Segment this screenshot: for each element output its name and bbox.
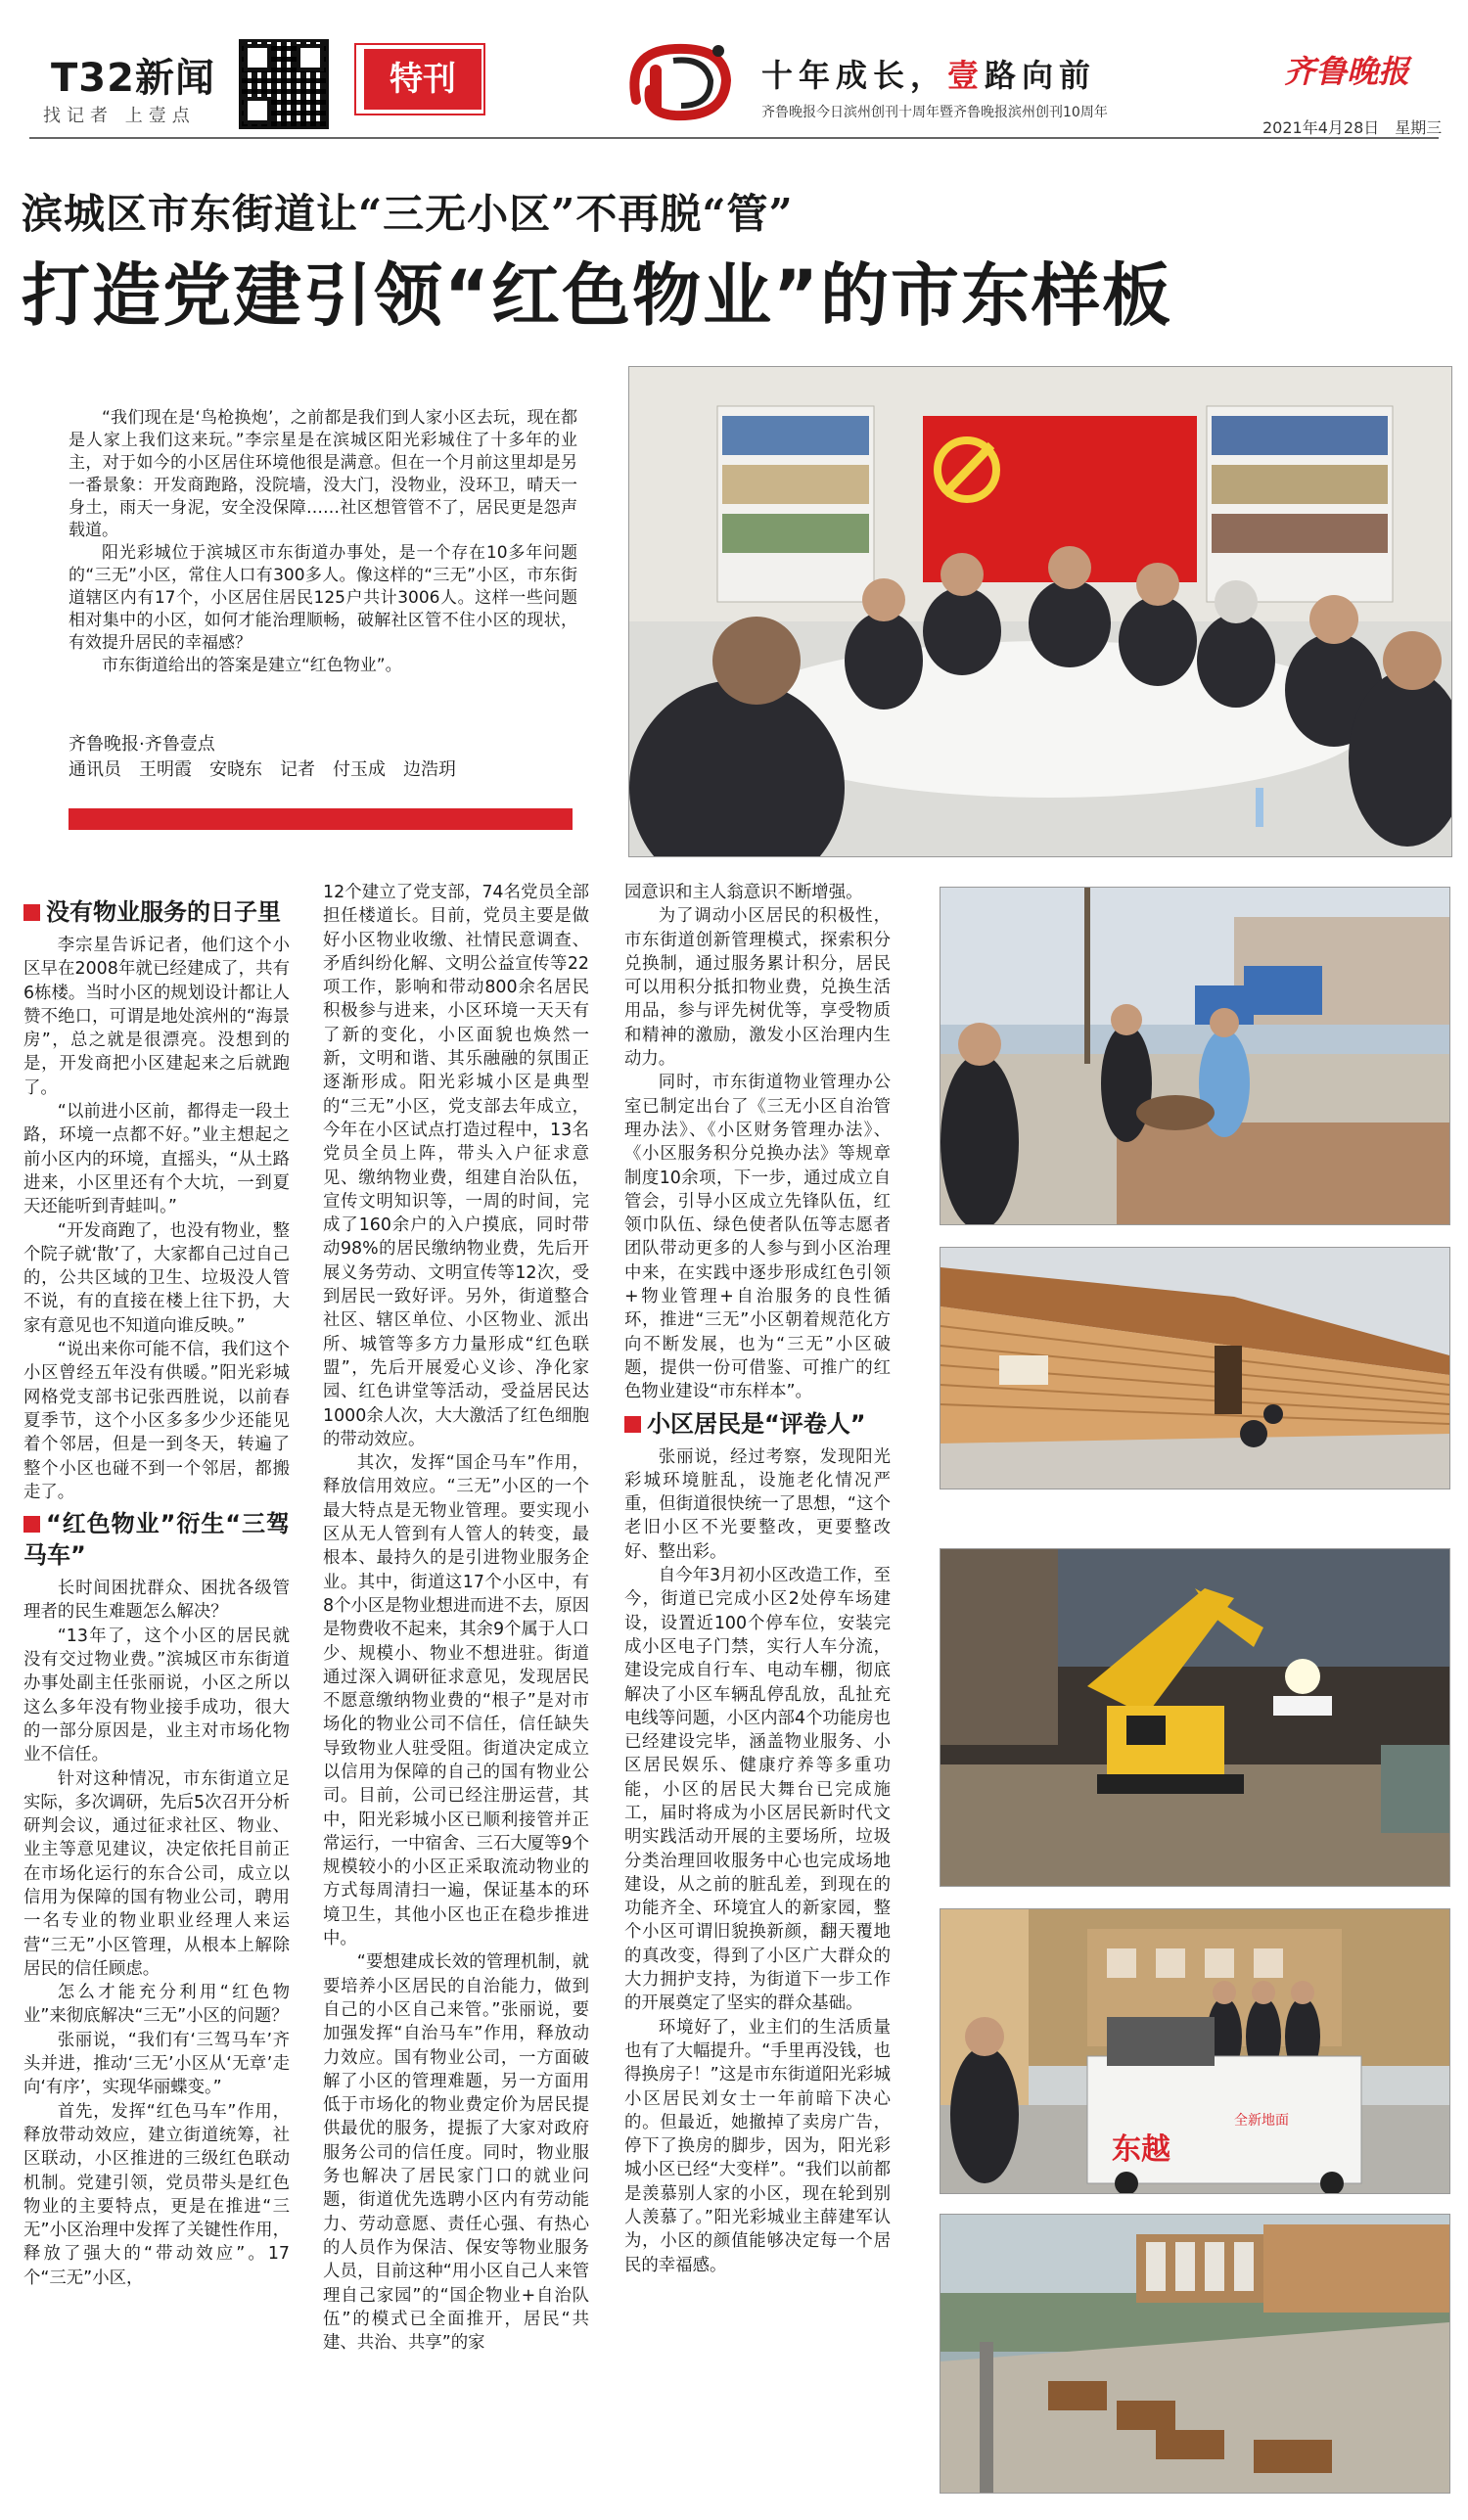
photo-cleaning-machine [940,1908,1450,2194]
photo-aerial-view [940,2214,1450,2494]
main-headline: 打造党建引领“红色物业”的市东样板 [22,255,1173,336]
paragraph: 其次，发挥“国企马车”作用，释放信用效应。“三无”小区的一个最大特点是无物业管理。要实现小区从无人管到有人管人的转变，最根本、最持久的是引进物业服务企业。其中，街道这17个小区中，有8个小区是物业想进而进不去，原因是物费收不起来，其余9个属于人口少、规模小、物业不想进驻。街道通过深入调研征求意见，发现居民不愿意缴纳物业费的“根子”是对市场化的物业公司不信任，信任缺失导致物业人驻受阻。街道决定成立以信用为保障的自己的国有物业公司。目前，公司已经注册运营，其中，阳光彩城小区已顺利接管并正常运行，一中宿舍、三石大厦等9个规模较小的小区正采取流动物业的方式每周清扫一遍，保证基本的环境卫生，其他小区也正在稳步推进中。 [323,1453,589,1949]
slogan-part: 路向前 [985,57,1097,94]
page-number: T32新闻 [51,56,215,101]
paragraph: 12个建立了党支部，74名党员全部担任楼道长。目前，党员主要是做好小区物业收缴、社情民意调查、矛盾纠纷化解、文明公益宣传等22项工作，影响和带动800余名居民积极参与进来，小区环境一天天有了新的变化，小区面貌也焕然一新，文明和谐、其乐融融的氛围正逐渐形成。阳光彩城小区是典型的“三无”小区，党支部去年成立，今年在小区试点打造过程中，13名党员全员上阵，带头入户征求意见、缴纳物业费，组建自治队伍，宣传文明知识等，一周的时间，完成了160余户的入户摸底，同时带动98%的居民缴纳物业费，先后开展义务劳动、文明宣传等12次，受到居民一致好评。另外，街道整合社区、辖区单位、小区物业、派出所、城管等多方力量形成“红色联盟”，先后开展爱心义诊、净化家园、红色讲堂等活动，受益居民达1000余人次，大大激活了红色细胞的带动效应。 [323,883,589,1449]
subheading: 小区居民是“评卷人” [624,1408,891,1440]
anniversary-subline: 齐鲁晚报今日滨州创刊十周年暨齐鲁晚报滨州创刊10周年 [761,105,1108,120]
paragraph: 张丽说，“我们有‘三驾马车’齐头并进，推动‘三无’小区从‘无章’走向‘有序’，实现华丽蝶变。” [23,2030,290,2098]
photo-party-meeting [628,366,1452,857]
paragraph: “开发商跑了，也没有物业，整个院子就‘散’了，大家都自己过自己的，公共区域的卫生、垃圾没人管不说，有的直接在楼上往下扔，大家有意见也不知道向谁反映。” [23,1220,290,1336]
byline-authors: 通讯员 王明霞 安晓东 记者 付玉成 边浩玥 [69,759,456,780]
qr-corner [244,44,271,71]
photo-night-construction [940,1548,1450,1887]
paragraph: 园意识和主人翁意识不断增强。 [624,883,863,902]
lead-paragraph: “我们现在是‘鸟枪换炮’，之前都是我们到人家小区去玩，现在都是人家上我们这来玩。”李宗星是在滨城区阳光彩城住了十多年的业主，对于如今的小区居住环境他很是满意。但在一个月前这里却是另一番景象：开发商跑路，没院墙，没大门，没物业，没环卫，晴天一身土，雨天一身泥，安全没保障……社区想管管不了，居民更是怨声载道。 [69,408,577,540]
newspaper-name: 齐鲁晚报 [1284,53,1410,90]
photo-wooden-cabins [940,1247,1450,1489]
paragraph: 李宗星告诉记者，他们这个小区早在2008年就已经建成了，共有6栋楼。当时小区的规划设计都让人赞不绝口，可谓是地处滨州的“海景房”，总之就是很漂亮。没想到的是，开发商把小区建起来之后就跑了。 [23,936,290,1098]
article-column-1 [23,893,290,2486]
slogan-highlight: 壹 [947,57,986,94]
kicker-headline: 滨城区市东街道让“三无小区”不再脱“管” [22,190,794,238]
anniversary-logo [617,31,744,129]
reporter-line: 找记者 上壹点 [43,106,196,126]
qr-corner [244,97,271,124]
qr-code [239,39,329,129]
paragraph: 针对这种情况，市东街道立足实际，多次调研，先后5次召开分析研判会议，通过征求社区、物业、业主等意见建议，决定依托目前正在市场化运行的东合公司，成立以信用为保障的国有物业公司，聘用一名专业的物业职业经理人来运营“三无”小区管理，从根本上解除居民的信任顾虑。 [23,1768,290,1979]
paragraph: “说出来你可能不信，我们这个小区曾经五年没有供暖。”阳光彩城网格党支部书记张西胜说，以前春夏季节，这个小区多多少少还能见着个邻居，但是一到冬天，转遍了整个小区也碰不到一个邻居，都搬走了。 [23,1340,290,1502]
issue-date: 2021年4月28日 星期三 [1262,118,1443,137]
subheading: “红色物业”衍生“三驾马车” [23,1510,290,1570]
byline [69,732,456,783]
machine-sign-label: 全新地面 [1234,2113,1289,2129]
paragraph: 自今年3月初小区改造工作，至今，街道已完成小区2处停车场建设，设置近100个停车位，安装完成小区电子门禁，实行人车分流，建设完成自行车、电动车棚，彻底解决了小区车辆乱停乱放，乱扯充电线等问题，小区内部4个功能房也已经建设完毕，涵盖物业服务、小区居民娱乐、健康疗养等多重功能，小区的居民大舞台已完成施工，届时将成为小区居民新时代文明实践活动开展的主要场所，垃圾分类治理回收服务中心也完成场地建设，从之前的脏乱差，到现在的功能齐全、环境宜人的新家园，整个小区可谓旧貌换新颜，翻天覆地的真改变，得到了小区广大群众的大力拥护支持，为街道下一步工作的开展奠定了坚实的群众基础。 [624,1566,891,2014]
paragraph: “要想建成长效的管理机制，就要培养小区居民的自治能力，做到自己的小区自己来管。”张丽说，要加强发挥“自治马车”作用，释放动力效应。国有物业公司，一方面破解了小区的管理难题，另一方面用低于市场化的物业费定价为居民提供最优的服务，提振了大家对政府服务公司的信任度。同时，物业服务也解决了居民家门口的就业问题，街道优先选聘小区内有劳动能力、劳动意愿、责任心强、有热心的人员作为保洁、保安等物业服务人员，目前这种“用小区自己人来管理自己家园”的“国企物业+自治队伍”的模式已全面推开，居民“共建、共治、共享”的家 [323,1952,589,2354]
lead-paragraphs [69,407,577,677]
anniversary-slogan [761,51,1096,96]
lead-paragraph: 阳光彩城位于滨城区市东街道办事处，是一个存在10多年问题的“三无”小区，常住人口有300多人。像这样的“三无”小区，市东街道辖区内有17个，小区居住居民125户共计3006人。这样一些问题相对集中的小区，如何才能治理顺畅，破解社区管不住小区的现状，有效提升居民的幸福感？ [69,543,577,653]
paragraph: 同时，市东街道物业管理办公室已制定出台了《三无小区自治管理办法》、《小区财务管理办法》、《小区服务积分兑换办法》等规章制度10余项，下一步，通过成立自管会，引导小区成立先锋队伍，红领巾队伍、绿色使者队伍等志愿者团队带动更多的人参与到小区治理中来，在实践中逐步形成红色引领+物业管理+自治服务的良性循环，推进“三无”小区朝着规范化方向不断发展，也为“三无”小区破题，提供一份可借鉴、可推广的红色物业建设“市东样本”。 [624,1073,891,1402]
paragraph: 为了调动小区居民的积极性，市东街道创新管理模式，探索积分兑换制，通过服务累计积分，居民可以用积分抵扣物业费，兑换生活用品，参与评先树优等，享受物质和精神的激励，激发小区治理内生动力。 [624,906,891,1070]
lead-paragraph: 市东街道给出的答案是建立“红色物业”。 [102,656,402,675]
section-tag: 特刊 [364,49,482,110]
photo-volunteer-labor [940,887,1450,1225]
paragraph: “13年了，这个小区的居民就没有交过物业费。”滨城区市东街道办事处副主任张丽说，小区之所以这么多年没有物业接手成功，很大的一部分原因是，业主对市场化物业不信任。 [23,1626,290,1765]
decorative-red-bar [69,808,573,830]
article-column-2 [323,881,589,2486]
paragraph: 首先，发挥“红色马车”作用，释放带动效应，建立街道统筹，社区联动，小区推进的三级红色联动机制。党建引领，党员带头是红色物业的主要特点，更是在推进“三无”小区治理中发挥了关键性作用，释放了强大的“带动效应”。17个“三无”小区， [23,2101,290,2288]
slogan-part: 十年成长， [761,57,948,94]
subheading: 没有物业服务的日子里 [23,896,290,928]
qr-corner [297,44,324,71]
article-column-3 [624,881,891,2486]
paragraph: 张丽说，经过考察，发现阳光彩城环境脏乱，设施老化情况严重，但街道很快统一了思想，“这个老旧小区不光要整改，更要整改好、整出彩。 [624,1446,891,1562]
machine-brand-label: 东越 [1112,2132,1170,2167]
header-rule [29,137,1439,139]
paragraph: 长时间困扰群众、困扰各级管理者的民生难题怎么解决？ [23,1579,290,1623]
paragraph: 环境好了，业主们的生活质量也有了大幅提升。“手里再没钱，也得换房子！”这是市东街道阳光彩城小区居民刘女士一年前暗下决心的。但最近，她撤掉了卖房广告，停下了换房的脚步，因为，阳光彩城小区已经“大变样”。“我们以前都是羡慕别人家的小区，现在轮到别人羡慕了。”阳光彩城业主薛建军认为，小区的颜值能够决定每一个居民的幸福感。 [624,2017,891,2275]
paragraph: “以前进小区前，都得走一段土路，环境一点都不好。”业主想起之前小区内的环境，直摇头，“从土路进来，小区里还有个大坑，一到夏天还能听到青蛙叫。” [23,1102,290,1217]
byline-source: 齐鲁晚报·齐鲁壹点 [69,734,215,755]
paragraph: 怎么才能充分利用“红色物业”来彻底解决“三无”小区的问题？ [23,1983,290,2027]
